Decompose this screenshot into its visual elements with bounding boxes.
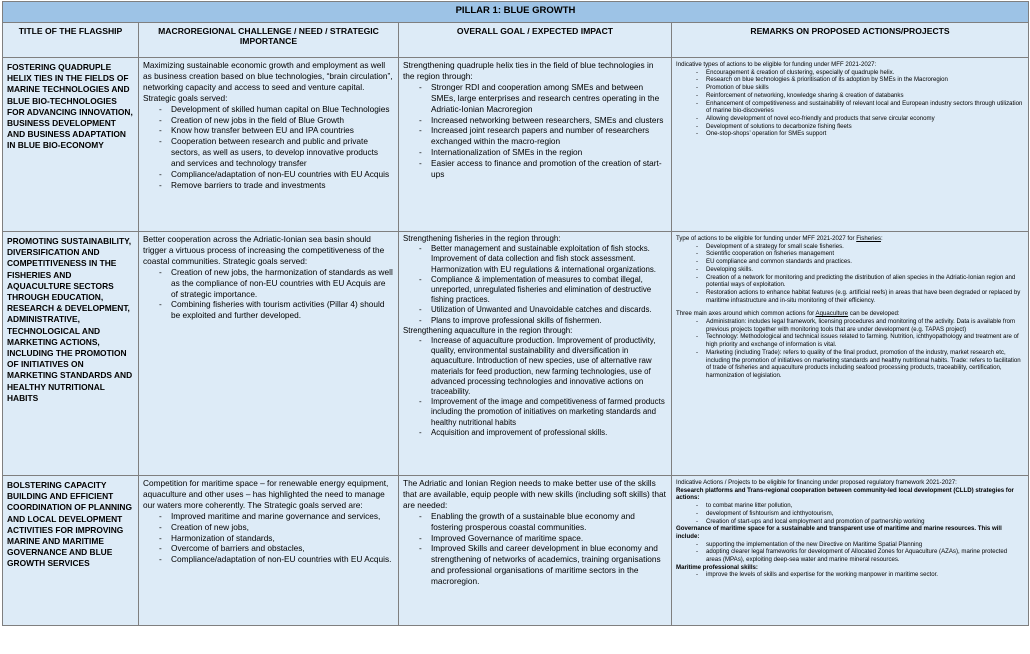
table-row — [3, 476, 1029, 626]
header-flagship-title: TITLE OF THE FLAGSHIP — [3, 23, 139, 58]
list-item: - Developing skills. — [706, 266, 1024, 274]
list-item: - Increase of aquaculture production. Improvement of productivity, quality, environmental sustainability and diversification in aquaculture. Introduction of new species, use of alternative raw materials for feed production, new farming technologies, use of advanced processing technologies and innovative actions on traceability. — [431, 336, 667, 397]
goal-intro: Strengthening quadruple helix ties in the field of blue technologies in the region through: — [403, 60, 654, 81]
pillar-table — [2, 1, 1029, 626]
challenge-intro: Better cooperation across the Adriatic-Ionian sea basin should trigger a virtuous process of increasing the competitiveness of the coastal communities. Strategic goals served: — [143, 234, 385, 266]
header-challenge: MACROREGIONAL CHALLENGE / NEED / STRATEGIC IMPORTANCE — [139, 23, 399, 58]
table-row — [3, 232, 1029, 476]
remarks-cell — [672, 58, 1029, 232]
list-item: - Creation of new jobs, the harmonization of standards as well as the compliance of non-EU countries with EU Acquis are of strategic importance. — [171, 267, 394, 300]
remarks-list-skills — [676, 571, 1024, 579]
list-item: - Improved maritime and marine governance and services, — [171, 511, 394, 522]
remarks-cell — [672, 476, 1029, 626]
list-item: - Easier access to finance and promotion of the creation of start-ups — [431, 158, 667, 180]
list-item: - Cooperation between research and public and private sectors, as well as users, to develop innovative products and services and technology transfer — [171, 136, 394, 169]
remarks-heading-skills: Maritime professional skills: — [676, 563, 758, 571]
list-item: - Promotion of blue skills — [706, 84, 1024, 92]
list-item: - Allowing development of novel eco-friendly and products that serve circular economy — [706, 115, 1024, 123]
remarks-list-governance — [676, 541, 1024, 564]
remarks-heading-governance: Governance of maritime space for a sustainable and transparent use of maritime and marine resources. This will include: — [676, 525, 1002, 540]
list-item: - Encouragement & creation of clustering, especially of quadruple helix. — [706, 69, 1024, 77]
remarks-intro — [676, 235, 1024, 243]
remarks-intro: Indicative types of actions to be eligible for funding under MFF 2021-2027: — [676, 61, 877, 68]
challenge-list — [143, 104, 394, 191]
list-item: - One-stop-shops’ operation for SMEs support — [706, 130, 1024, 138]
list-item: - Technology: Methodological and technical issues related to farming. Nutrition, ichthyopathology and treatment are of high priority and exchange of information is vital. — [706, 333, 1024, 348]
list-item: - Know how transfer between EU and IPA countries — [171, 125, 394, 136]
list-item: - Development of a strategy for small scale fisheries. — [706, 243, 1024, 251]
flagship-title: PROMOTING SUSTAINABILITY, DIVERSIFICATION AND COMPETITIVENESS IN THE FISHERIES AND AQUACULTURE SECTORS THROUGH EDUCATION, RESEARCH & DEVELOPMENT, ADMINISTRATIVE, TECHNOLOGICAL AND MARKETING ACTIONS, INCLUDING THE PROMOTION OF INITIATIVES ON MARKETING STANDARDS AND HEALTHY NUTRITIONAL HABITS — [3, 232, 139, 476]
goal-cell — [399, 58, 672, 232]
list-item: - Improvement of the image and competitiveness of farmed products including the promotion of initiatives on marketing standards and healthy nutritional habits — [431, 397, 667, 428]
remarks-heading-research: Research platforms and Trans-regional cooperation between community-led local development (CLLD) strategies for actions: — [676, 486, 1014, 502]
list-item: - Research on blue technologies & prioritisation of its adoption by SMEs in the Macroregion — [706, 76, 1024, 84]
goal-list — [403, 82, 667, 180]
list-item: - Creation of a network for monitoring and predicting the distribution of alien species in the Adriatic-Ionian region and potential ways of exploitation. — [706, 274, 1024, 289]
list-item: - Overcome of barriers and obstacles, — [171, 543, 394, 554]
list-item: - Creation of new jobs, — [171, 522, 394, 533]
goal-list — [403, 244, 667, 326]
list-item: - Compliance & implementation of measures to combat illegal, unreported, unregulated fisheries and elimination of destructive fishing practices. — [431, 275, 667, 306]
list-item: - Restoration actions to enhance habitat features (e.g. artificial reefs) in areas that have been degraded or replaced by maritime infrastructure and in-situ monitoring of their efficiency. — [706, 289, 1024, 304]
list-item: - Creation of start-ups and local employment and promotion of partnership working — [706, 518, 1024, 526]
challenge-intro: Competition for maritime space – for renewable energy equipment, aquaculture and other uses – has highlighted the need to manage our waters more coherently. The Strategic goals served are: — [143, 478, 389, 510]
list-item: - adopting clearer legal frameworks for development of Allocated Zones for Aquaculture (AZAs), marine protected areas (MPAs), exploiting deep-sea water and marine mineral resources. — [706, 548, 1024, 563]
remarks-intro-aquaculture — [676, 310, 1024, 318]
goal-cell — [399, 232, 672, 476]
list-item: - EU compliance and common standards and practices. — [706, 258, 1024, 266]
list-item: - Reinforcement of networking, knowledge sharing & creation of databanks — [706, 92, 1024, 100]
list-item: - Increased networking between researchers, SMEs and clusters — [431, 115, 667, 126]
list-item: - Harmonization of standards, — [171, 533, 394, 544]
list-item: - development of fishtourism and ichthyotourism, — [706, 510, 1024, 518]
flagship-title: FOSTERING QUADRUPLE HELIX TIES IN THE FIELDS OF MARINE TECHNOLOGIES AND BLUE BIO-TECHNOLOGIES FOR ADVANCING INNOVATION, BUSINESS DEVELOPMENT AND BUSINESS ADAPTATION IN BLUE BIO-ECONOMY — [3, 58, 139, 232]
pillar-title: PILLAR 1: BLUE GROWTH — [3, 2, 1029, 23]
challenge-cell — [139, 232, 399, 476]
list-item: - Creation of new jobs in the field of Blue Growth — [171, 115, 394, 126]
list-item: - Administration: includes legal framework, licensing procedures and monitoring of the activity. Data is available from previous projects together with monitoring tools that are under development (e.g. TAPAS project) — [706, 318, 1024, 333]
list-item: - Improved Skills and career development in blue economy and strengthening of networks of academics, training organisations and professional organisations of maritime sectors in the macroregion. — [431, 543, 667, 587]
remarks-list — [676, 69, 1024, 138]
list-item: - Development of solutions to decarbonize fishing fleets — [706, 123, 1024, 131]
table-row — [3, 58, 1029, 232]
remarks-intro: Indicative Actions / Projects to be eligible for financing under proposed regulatory framework 2021-2027: — [676, 479, 957, 486]
remarks-intro-text: Type of actions to be eligible for funding under MFF 2021-2027 for — [676, 235, 857, 242]
goal-intro-aquaculture: Strengthening aquaculture in the region through: — [403, 325, 573, 335]
goal-cell — [399, 476, 672, 626]
challenge-cell — [139, 58, 399, 232]
aquaculture-link[interactable]: Aquaculture — [815, 310, 849, 318]
challenge-intro: Maximizing sustainable economic growth and employment as well as business creation based on blue technologies, “brain circulation”, networking capacity and access to seed and venture capital. Strategic goals served: — [143, 60, 393, 103]
list-item: - Marketing (including Trade): refers to quality of the final product, promotion of the industry, market research etc, including the promotion of initiatives on marketing standards and healthy nutritional habits. Trade: refers to facilitation of trade of fisheries and aquaculture products including seafood processing products, traceability, certification, harmonization of legislation. — [706, 349, 1024, 380]
goal-list-aquaculture — [403, 336, 667, 438]
challenge-cell — [139, 476, 399, 626]
remarks-list-aquaculture — [676, 318, 1024, 380]
list-item: - Compliance/adaptation of non-EU countries with EU Acquis — [171, 169, 394, 180]
remarks-list — [676, 502, 1024, 525]
list-item: - Enabling the growth of a sustainable blue economy and fostering prosperous coastal communities. — [431, 511, 667, 533]
challenge-list — [143, 511, 394, 566]
list-item: - Better management and sustainable exploitation of fish stocks. Improvement of data collection and fish stock assessment. Harmonization with EU regulations & international organizations. — [431, 244, 667, 275]
list-item: - Scientific cooperation on fisheries management — [706, 250, 1024, 258]
list-item: - supporting the implementation of the new Directive on Maritime Spatial Planning — [706, 541, 1024, 549]
remarks-intro2-text: Three main axes around which common actions for — [676, 310, 816, 318]
list-item: - Enhancement of competitiveness and sustainability of relevant local and European industry sectors through utilization of marine bio-discoveries — [706, 100, 1024, 115]
list-item: - Increased joint research papers and number of researchers exchanged within the macro-region — [431, 125, 667, 147]
list-item: - Acquisition and improvement of professional skills. — [431, 428, 667, 438]
list-item: - Remove barriers to trade and investments — [171, 180, 394, 191]
goal-list — [403, 511, 667, 587]
list-item: - Utilization of Unwanted and Unavoidable catches and discards. — [431, 305, 667, 315]
list-item: - Combining fisheries with tourism activities (Pillar 4) should be exploited and further developed. — [171, 299, 394, 321]
remarks-intro-end: : — [880, 235, 883, 242]
list-item: - Stronger RDI and cooperation among SMEs and between SMEs, large enterprises and research centres operating in the Adriatic-Ionian Macroregion — [431, 82, 667, 115]
list-item: - to combat marine litter pollution, — [706, 502, 1024, 510]
list-item: - Development of skilled human capital on Blue Technologies — [171, 104, 394, 115]
fisheries-link[interactable]: Fisheries — [856, 235, 881, 242]
list-item: - Internationalization of SMEs in the region — [431, 147, 667, 158]
goal-intro: The Adriatic and Ionian Region needs to make better use of the skills that are available, equip people with new skills (including soft skills) that are needed: — [403, 478, 666, 510]
list-item: - Improved Governance of maritime space. — [431, 533, 667, 544]
remarks-cell — [672, 232, 1029, 476]
flagship-title: BOLSTERING CAPACITY BUILDING AND EFFICIENT COORDINATION OF PLANNING AND LOCAL DEVELOPMENT ACTIVITIES FOR IMPROVING MARINE AND MARITIME GOVERNANCE AND BLUE GROWTH SERVICES — [3, 476, 139, 626]
header-goal: OVERALL GOAL / EXPECTED IMPACT — [399, 23, 672, 58]
remarks-list — [676, 243, 1024, 305]
list-item: - Compliance/adaptation of non-EU countries with EU Acquis. — [171, 554, 394, 565]
header-remarks: REMARKS ON PROPOSED ACTIONS/PROJECTS — [672, 23, 1029, 58]
challenge-list — [143, 267, 394, 322]
goal-intro: Strengthening fisheries in the region through: — [403, 234, 561, 243]
remarks-intro2-end: can be developed: — [848, 310, 900, 318]
list-item: - Plans to improve professional skills of fishermen. — [431, 316, 667, 326]
list-item: - improve the levels of skills and expertise for the working manpower in maritime sector. — [706, 571, 1024, 579]
